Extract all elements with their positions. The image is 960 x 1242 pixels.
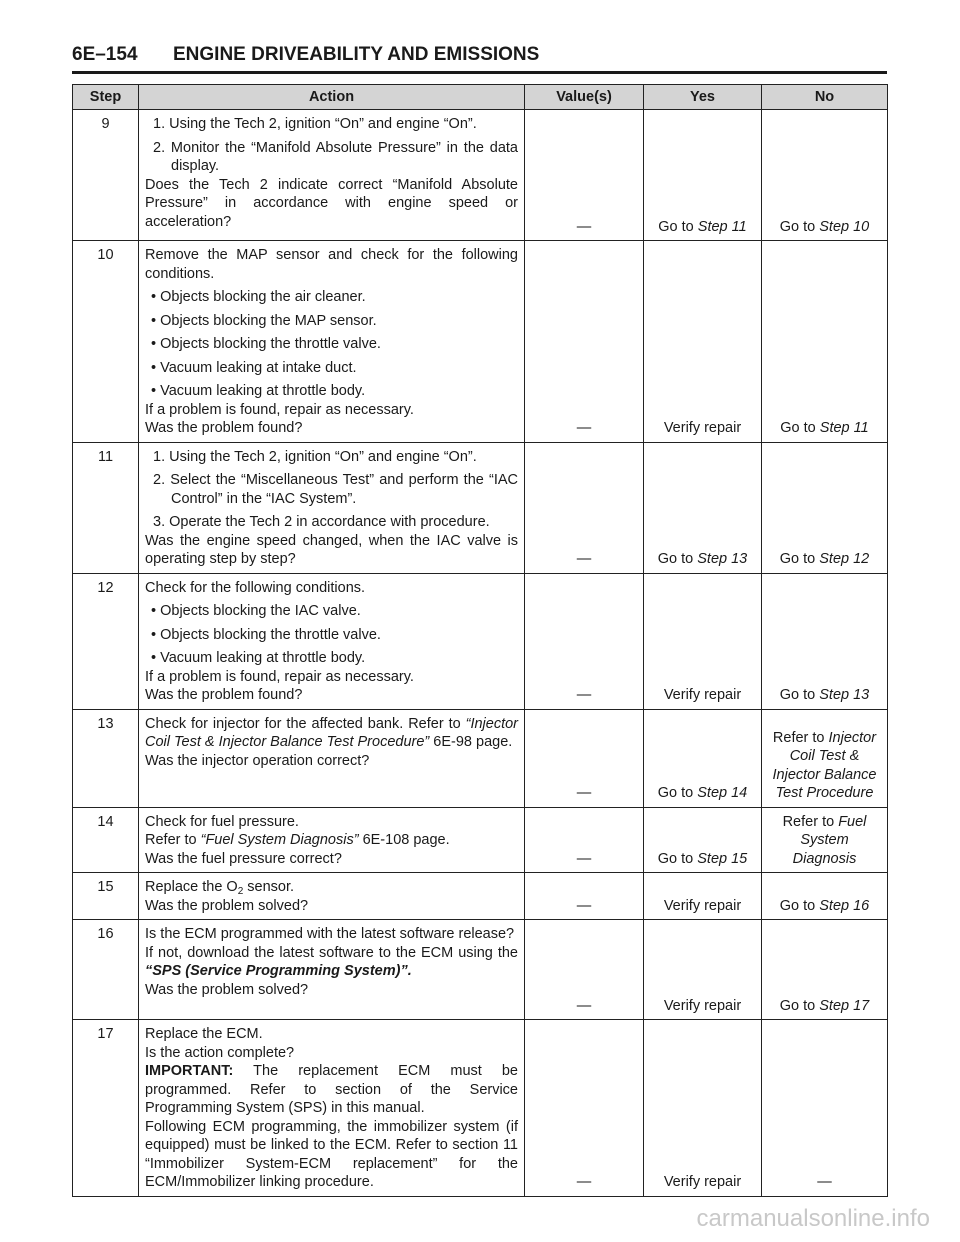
action-question: Was the problem found? <box>145 687 303 703</box>
subscript: 2 <box>237 886 244 897</box>
step-number: 12 <box>73 573 139 709</box>
no-step-link[interactable]: Step 10 <box>819 218 870 235</box>
step-number: 10 <box>73 241 139 443</box>
procedure-reference[interactable]: “Injector Coil Test & Injector Balance Test Procedure” <box>145 715 518 750</box>
step-number: 9 <box>73 110 139 241</box>
important-label: IMPORTANT: <box>145 1063 234 1079</box>
action-line: If a problem is found, repair as necessary. <box>145 668 414 685</box>
table-row <box>73 110 888 241</box>
no-cell <box>762 920 888 1020</box>
action-bullet: • Vacuum leaking at intake duct. <box>151 359 357 376</box>
no-text: Refer to <box>782 813 839 830</box>
no-cell <box>762 110 888 241</box>
no-text: Go to <box>779 897 820 914</box>
action-cell <box>139 442 525 573</box>
no-procedure-link[interactable]: Injector Coil Test & Injector Balance Test Procedure <box>772 729 877 801</box>
site-watermark: carmanualsonline.info <box>696 1205 930 1232</box>
yes-step-link[interactable]: Step 11 <box>697 218 747 235</box>
sps-reference[interactable]: “SPS (Service Programming System)”. <box>145 963 412 979</box>
no-cell <box>762 709 888 807</box>
action-bullet: • Objects blocking the air cleaner. <box>151 289 366 305</box>
yes-cell: Verify repair <box>644 873 762 920</box>
value-cell: — <box>525 1020 644 1197</box>
col-no-header: No <box>762 85 888 110</box>
step-number: 16 <box>73 920 139 1020</box>
yes-text: Go to <box>657 850 698 867</box>
yes-text: Go to <box>657 785 698 801</box>
value-cell: — <box>525 110 644 241</box>
col-values-header: Value(s) <box>525 85 644 110</box>
step-number: 14 <box>73 807 139 873</box>
no-cell <box>762 442 888 573</box>
no-text: Refer to <box>772 729 829 746</box>
yes-cell <box>644 709 762 807</box>
col-action-header: Action <box>139 85 525 110</box>
action-cell <box>139 873 525 920</box>
action-line: 3. Operate the Tech 2 in accordance with procedure. <box>153 514 490 530</box>
yes-step-link[interactable]: Step 13 <box>697 551 748 567</box>
no-text: Go to <box>780 420 820 436</box>
diagnostic-table <box>72 84 888 1197</box>
step-number: 13 <box>73 709 139 807</box>
action-question: Was the problem solved? <box>145 981 309 998</box>
action-line: Replace the ECM. <box>145 1026 263 1042</box>
action-line: 2. Select the “Miscellaneous Test” and perform the “IAC Control” in the “IAC System”. <box>153 472 518 507</box>
table-header-row <box>73 85 888 110</box>
action-line: 2. Monitor the “Manifold Absolute Pressure” in the data display. <box>153 139 518 174</box>
action-line <box>145 715 518 752</box>
action-line: If a problem is found, repair as necessary. <box>145 401 414 418</box>
value-cell: — <box>525 709 644 807</box>
action-text: Check for injector for the affected bank. Refer to <box>145 715 466 732</box>
action-cell <box>139 110 525 241</box>
action-question: Was the problem found? <box>145 420 303 436</box>
header-rule <box>72 71 887 74</box>
action-question: Was the engine speed changed, when the IAC valve is operating step by step? <box>145 532 518 567</box>
action-text: If not, download the latest software to the ECM using the <box>145 944 518 961</box>
value-cell: — <box>525 442 644 573</box>
action-bullet: • Objects blocking the IAC valve. <box>151 603 361 619</box>
action-bullet: • Objects blocking the MAP sensor. <box>151 312 377 329</box>
action-bullet: • Vacuum leaking at throttle body. <box>151 383 366 399</box>
table-row <box>73 573 888 709</box>
important-note <box>145 1062 518 1118</box>
value-cell: — <box>525 920 644 1020</box>
page-reference: 6E-108 page. <box>358 832 450 848</box>
no-text: Go to <box>779 551 820 567</box>
no-step-link[interactable]: Step 12 <box>819 551 870 567</box>
no-text: Go to <box>779 997 820 1014</box>
action-bullet: • Objects blocking the throttle valve. <box>151 336 381 352</box>
action-cell <box>139 709 525 807</box>
page-number: 6E–154 <box>72 44 138 65</box>
table-row <box>73 241 888 443</box>
table-row <box>73 1020 888 1197</box>
important-text: The replacement ECM must be programmed. Refer to section of the Service Programming System (SPS) in this manual. <box>145 1063 518 1116</box>
yes-cell: Verify repair <box>644 241 762 443</box>
step-number: 17 <box>73 1020 139 1197</box>
action-line: Remove the MAP sensor and check for the following conditions. <box>145 247 518 282</box>
table-row <box>73 709 888 807</box>
col-yes-header: Yes <box>644 85 762 110</box>
page-reference: 6E-98 page. <box>429 734 513 750</box>
value-cell: — <box>525 573 644 709</box>
no-step-link[interactable]: Step 11 <box>819 420 869 436</box>
action-question: Was the fuel pressure correct? <box>145 850 342 867</box>
no-text: Go to <box>779 218 820 235</box>
yes-text: Go to <box>657 551 698 567</box>
action-question: Does the Tech 2 indicate correct “Manifold Absolute Pressure” in accordance with engine speed or acceleration? <box>145 176 518 230</box>
action-line <box>145 831 518 850</box>
action-line: Following ECM programming, the immobilizer system (if equipped) must be linked to the ECM. Refer to section 11 “Immobilizer System-ECM replacement” for the ECM/Immobilizer linking procedure. <box>145 1118 518 1190</box>
page-title: ENGINE DRIVEABILITY AND EMISSIONS <box>173 44 540 65</box>
no-step-link[interactable]: Step 17 <box>819 997 870 1014</box>
step-number: 11 <box>73 442 139 573</box>
no-cell: — <box>762 1020 888 1197</box>
action-cell <box>139 920 525 1020</box>
action-cell <box>139 241 525 443</box>
no-text: Go to <box>779 687 820 703</box>
action-line: Check for the following conditions. <box>145 579 366 596</box>
value-cell: — <box>525 873 644 920</box>
action-line <box>145 878 518 897</box>
yes-step-link[interactable]: Step 14 <box>697 785 748 801</box>
yes-cell: Verify repair <box>644 573 762 709</box>
action-bullet: • Objects blocking the throttle valve. <box>151 626 381 643</box>
action-line: Check for fuel pressure. <box>145 813 299 830</box>
no-procedure-link[interactable]: Fuel System Diagnosis <box>792 813 867 867</box>
action-cell <box>139 1020 525 1197</box>
table-row <box>73 807 888 873</box>
yes-cell <box>644 110 762 241</box>
no-cell <box>762 873 888 920</box>
action-text: sensor. <box>243 879 295 895</box>
action-cell <box>139 573 525 709</box>
action-question: Was the injector operation correct? <box>145 752 370 769</box>
yes-text: Go to <box>658 218 698 235</box>
step-number: 15 <box>73 873 139 920</box>
procedure-reference[interactable]: “Fuel System Diagnosis” <box>200 832 359 848</box>
col-step-header: Step <box>73 85 139 110</box>
action-text: Replace the O <box>145 879 238 895</box>
action-line: 1. Using the Tech 2, ignition “On” and engine “On”. <box>153 448 477 465</box>
yes-cell <box>644 807 762 873</box>
yes-cell: Verify repair <box>644 1020 762 1197</box>
action-line: Is the action complete? <box>145 1044 295 1061</box>
yes-cell: Verify repair <box>644 920 762 1020</box>
no-cell <box>762 241 888 443</box>
table-row <box>73 442 888 573</box>
no-step-link[interactable]: Step 13 <box>819 687 870 703</box>
page-header <box>72 44 887 72</box>
yes-step-link[interactable]: Step 15 <box>697 850 748 867</box>
yes-cell <box>644 442 762 573</box>
action-line <box>145 944 518 981</box>
no-cell <box>762 807 888 873</box>
action-question: Was the problem solved? <box>145 897 309 914</box>
action-line: Is the ECM programmed with the latest software release? <box>145 926 515 942</box>
no-cell <box>762 573 888 709</box>
no-step-link[interactable]: Step 16 <box>819 897 870 914</box>
value-cell: — <box>525 241 644 443</box>
action-cell <box>139 807 525 873</box>
table-row <box>73 873 888 920</box>
action-text: Refer to <box>145 832 201 848</box>
value-cell: — <box>525 807 644 873</box>
action-bullet: • Vacuum leaking at throttle body. <box>151 650 366 666</box>
table-row <box>73 920 888 1020</box>
action-line: 1. Using the Tech 2, ignition “On” and engine “On”. <box>153 116 477 132</box>
